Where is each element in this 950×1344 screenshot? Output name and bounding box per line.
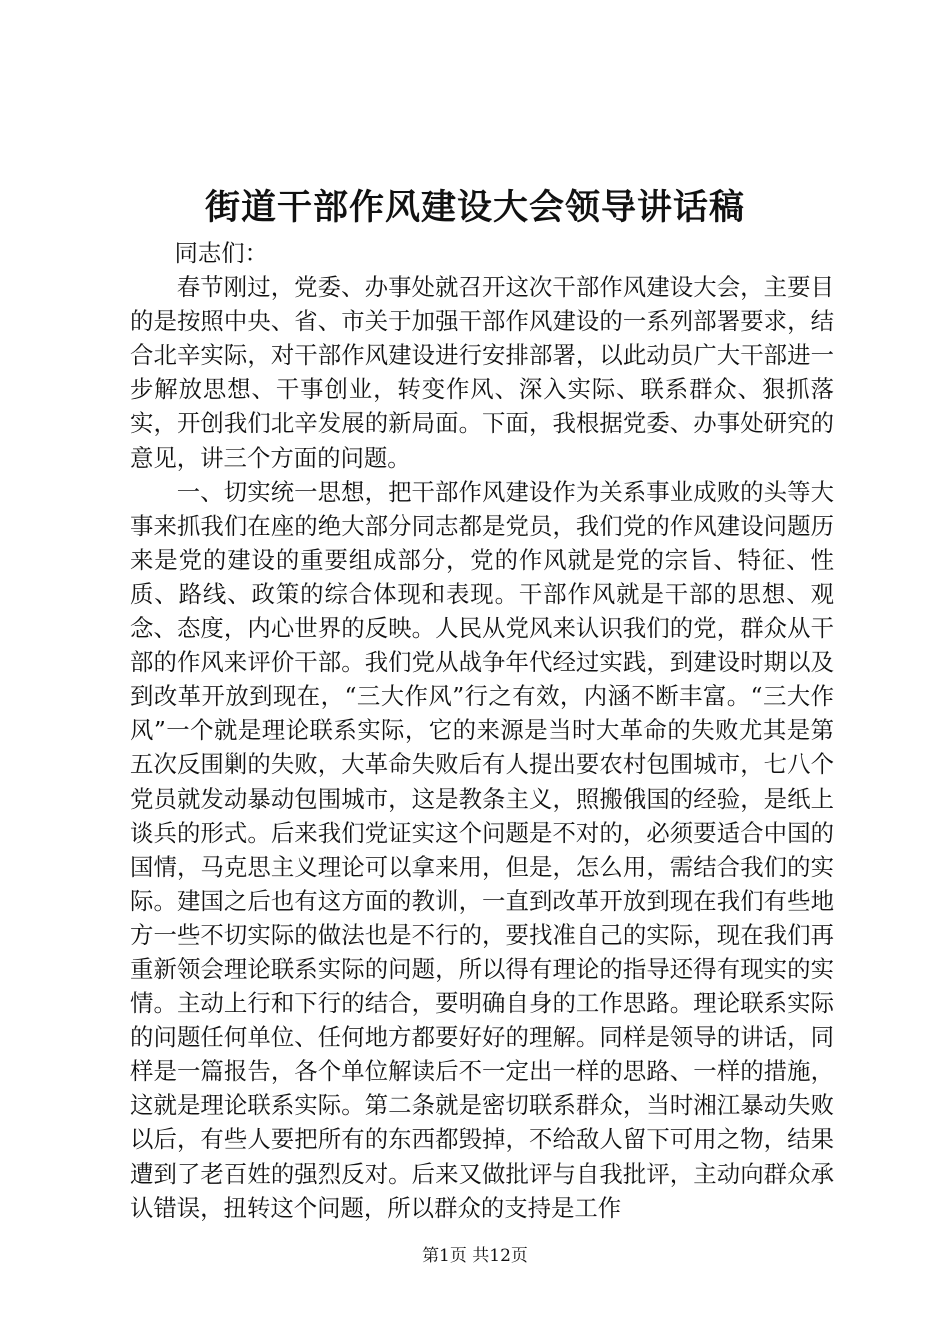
- greeting-line: 同志们：: [174, 239, 269, 267]
- page-number-footer: 第1页 共12页: [422, 1246, 528, 1266]
- document-body: [130, 236, 834, 1225]
- paragraph-section-one: 一、切实统一思想，把干部作风建设作为关系事业成败的头等大事来抓我们在座的绝大部分同志都是党员，我们党的作风建设问题历来是党的建设的重要组成部分，党的作风就是党的宗旨、特征、性质、路线、政策的综合体现和表现。干部作风就是干部的思想、观念、态度，内心世界的反映。人民从党风来认识我们的党，群众从干部的作风来评价干部。我们党从战争年代经过实践，到建设时期以及到改革开放到现在，“三大作风”行之有效，内涵不断丰富。“三大作风”一个就是理论联系实际，它的来源是当时大革命的失败尤其是第五次反围剿的失败，大革命失败后有人提出要农村包围城市，七八个党员就发动暴动包围城市，这是教条主义，照搬俄国的经验，是纸上谈兵的形式。后来我们党证实这个问题是不对的，必须要适合中国的国情，马克思主义理论可以拿来用，但是，怎么用，需结合我们的实际。建国之后也有这方面的教训，一直到改革开放到现在我们有些地方一些不切实际的做法也是不行的，要找准自己的实际，现在我们再重新领会理论联系实际的问题，所以得有理论的指导还得有现实的实情。主动上行和下行的结合，要明确自身的工作思路。理论联系实际的问题任何单位、任何地方都要好好的理解。同样是领导的讲话，同样是一篇报告，各个单位解读后不一定出一样的思路、一样的措施，这就是理论联系实际。第二条就是密切联系群众，当时湘江暴动失败以后，有些人要把所有的东西都毁掉，不给敌人留下可用之物，结果遭到了老百姓的强烈反对。后来又做批评与自我批评，主动向群众承认错误，扭转这个问题，所以群众的支持是工作: [130, 477, 834, 1222]
- paragraph-intro: 春节刚过，党委、办事处就召开这次干部作风建设大会，主要目的是按照中央、省、市关于加强干部作风建设的一系列部署要求，结合北辛实际，对干部作风建设进行安排部署，以此动员广大干部进一步解放思想、干事创业，转变作风、深入实际、联系群众、狠抓落实，开创我们北辛发展的新局面。下面，我根据党委、办事处研究的意见，讲三个方面的问题。: [130, 273, 834, 472]
- document-title: 街道干部作风建设大会领导讲话稿: [204, 187, 745, 228]
- document-body-viewport: [100, 236, 860, 1222]
